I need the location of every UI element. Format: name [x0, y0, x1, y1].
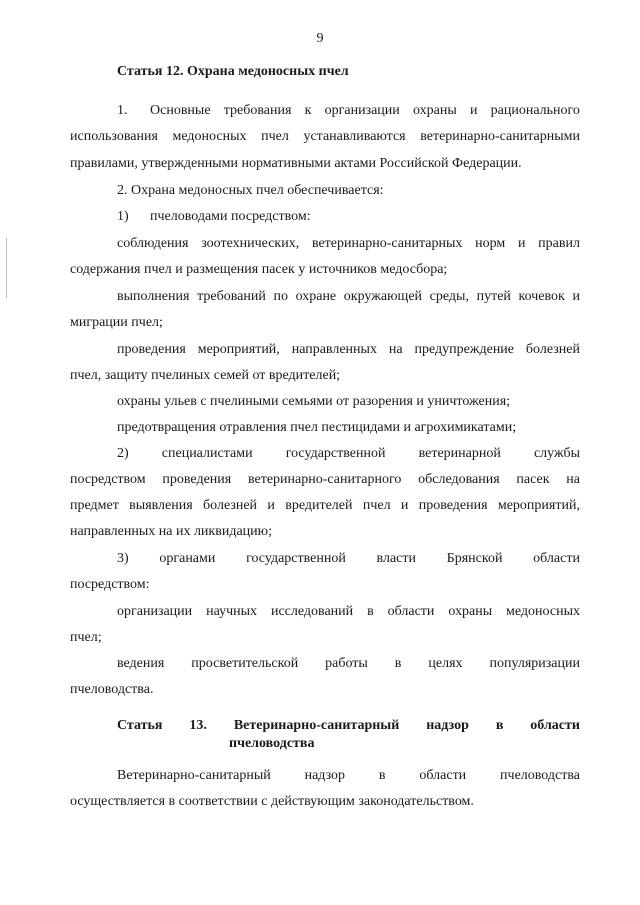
word: на — [388, 342, 403, 357]
word: мероприятий, — [497, 498, 580, 513]
word: и — [400, 498, 409, 513]
word: в — [378, 768, 386, 783]
word: направленных — [291, 342, 377, 357]
word: в — [495, 718, 504, 733]
word: предмет — [70, 498, 119, 513]
word: путей — [476, 289, 511, 304]
word: популяризации — [489, 656, 580, 671]
article-13-body-line-2: осуществляется в соответствии с действующим законодательством. — [70, 794, 474, 809]
item-3a-line-2: пчел; — [70, 630, 102, 645]
word: целях — [428, 656, 463, 671]
word: использования — [70, 129, 158, 144]
item-1b-line-2: миграции пчел; — [70, 315, 163, 330]
word: работы — [325, 656, 368, 671]
item-2-line-4: направленных на их ликвидацию; — [70, 524, 272, 539]
word: ведения — [117, 656, 165, 671]
word: надзор — [426, 718, 469, 733]
paragraph-1-number: 1. — [117, 103, 128, 118]
item-1d: охраны ульев с пчелиными семьями от разорения и уничтожения; — [117, 394, 511, 409]
item-3-line-2: посредством: — [70, 577, 150, 592]
article-13-heading — [117, 717, 580, 753]
item-1b-line-1 — [117, 288, 580, 306]
word: области — [530, 718, 580, 733]
word: окружающей — [343, 289, 423, 304]
word: требования — [223, 103, 292, 118]
word: области — [419, 768, 467, 783]
word: ветеринарно-санитарными — [420, 129, 580, 144]
word: службы — [533, 446, 580, 461]
word: болезней — [203, 498, 258, 513]
word: среды, — [429, 289, 469, 304]
word: медоносных — [172, 129, 247, 144]
item-3b-line-2: пчеловодства. — [70, 682, 154, 697]
word: и — [469, 103, 478, 118]
page-number: 9 — [316, 31, 324, 46]
word: охраны — [448, 604, 493, 619]
word: пасек — [516, 472, 550, 487]
word: устанавливаются — [303, 129, 406, 144]
article-13-heading-line-1 — [117, 717, 580, 735]
paragraph-2: 2. Охрана медоносных пчел обеспечивается: — [117, 183, 384, 198]
word: 3) — [117, 551, 129, 566]
word: вредителей — [285, 498, 353, 513]
scan-margin-mark — [6, 238, 7, 298]
word: пчел — [261, 129, 289, 144]
word: к — [304, 103, 312, 118]
item-1-text: пчеловодами посредством: — [150, 209, 311, 224]
paragraph-1-line-2 — [70, 128, 580, 146]
word: Основные — [150, 103, 211, 118]
word: норм — [475, 236, 506, 251]
word: проведения — [418, 498, 488, 513]
word: области — [387, 604, 435, 619]
word: предупреждение — [414, 342, 515, 357]
word: государственной — [285, 446, 386, 461]
item-1a-line-2: содержания пчел и размещения пасек у источников медосбора; — [70, 262, 448, 277]
word: и — [267, 498, 275, 513]
article-13-heading-line-2: пчеловодства — [229, 736, 315, 751]
word: правил — [538, 236, 580, 251]
word: Статья — [117, 718, 163, 733]
item-2-line-2 — [70, 471, 580, 489]
item-1e: предотвращения отравления пчел пестицидами и агрохимикатами; — [117, 420, 517, 435]
word: болезней — [525, 342, 580, 357]
word: исследований — [270, 604, 354, 619]
word: соблюдения — [117, 236, 189, 251]
word: 13. — [189, 718, 207, 733]
item-2-line-1 — [117, 445, 580, 463]
word: выполнения — [117, 289, 190, 304]
item-3a-line-1 — [117, 603, 580, 621]
word: области — [533, 551, 580, 566]
word: кочевок — [518, 289, 565, 304]
word: ветеринарно-санитарного — [247, 472, 402, 487]
word: мероприятий, — [197, 342, 280, 357]
word: надзор — [304, 768, 346, 783]
word: проведения — [117, 342, 186, 357]
item-3-line-1 — [117, 550, 580, 568]
word: обследования — [418, 472, 500, 487]
item-1c-line-1 — [117, 341, 580, 359]
word: просветительской — [191, 656, 299, 671]
item-1c-line-2: пчел, защиту пчелиных семей от вредителей; — [70, 368, 341, 383]
word: медоносных — [506, 604, 580, 619]
article-13-body-line-1 — [117, 767, 580, 785]
word: пчеловодства — [500, 768, 580, 783]
word: Ветеринарно-санитарный — [117, 768, 271, 783]
word: и — [517, 236, 526, 251]
item-1a-line-1 — [117, 235, 580, 253]
word: рационального — [490, 103, 580, 118]
item-1-number: 1) — [117, 209, 129, 224]
word: Ветеринарно-санитарный — [233, 718, 400, 733]
word: зоотехнических, — [201, 236, 300, 251]
paragraph-1-line-1 — [150, 102, 580, 120]
word: научных — [206, 604, 258, 619]
word: охраны — [412, 103, 457, 118]
word: на — [566, 472, 580, 487]
paragraph-1-line-3: правилами, утвержденными нормативными актами Российской Федерации. — [70, 156, 522, 171]
word: проведения — [162, 472, 232, 487]
item-2-line-3 — [70, 497, 580, 515]
word: посредством — [70, 472, 146, 487]
word: ветеринарной — [418, 446, 501, 461]
word: ветеринарно-санитарных — [311, 236, 463, 251]
word: государственной — [246, 551, 346, 566]
word: организации — [324, 103, 400, 118]
word: Брянской — [446, 551, 503, 566]
word: органами — [159, 551, 216, 566]
word: организации — [117, 604, 193, 619]
word: пчел — [362, 498, 391, 513]
word: в — [367, 604, 374, 619]
word: специалистами — [161, 446, 253, 461]
item-3b-line-1 — [117, 655, 580, 673]
word: и — [572, 289, 580, 304]
article-12-heading: Статья 12. Охрана медоносных пчел — [117, 64, 349, 79]
word: требований — [197, 289, 266, 304]
word: охране — [295, 289, 337, 304]
word: 2) — [117, 446, 129, 461]
word: выявления — [129, 498, 193, 513]
word: власти — [376, 551, 416, 566]
word: в — [394, 656, 402, 671]
word: по — [273, 289, 288, 304]
